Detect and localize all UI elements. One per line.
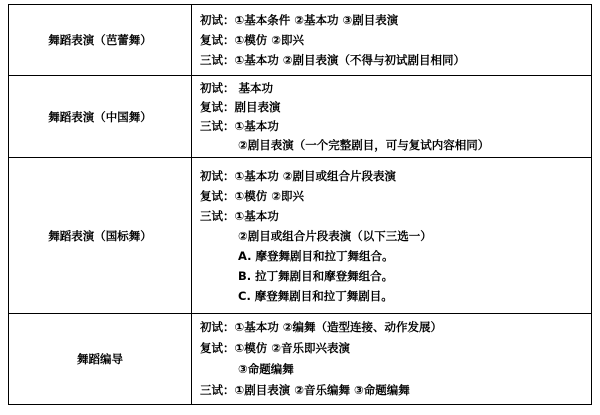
requirements-cell bbox=[192, 5, 592, 76]
requirement-line: 初试： 基本功 bbox=[200, 80, 274, 95]
major-name: 舞蹈表演（国标舞） bbox=[48, 228, 152, 243]
requirement-line: 三试：①剧目表演 ②音乐编舞 ③命题编舞 bbox=[200, 383, 410, 397]
requirements-cell bbox=[192, 314, 592, 405]
major-name-cell bbox=[9, 5, 192, 76]
requirements-cell bbox=[192, 76, 592, 158]
requirement-line: 复试：①模仿 ②即兴 bbox=[200, 188, 304, 203]
major-name: 舞蹈表演（芭蕾舞） bbox=[48, 33, 152, 47]
requirement-line: ②剧目或组合片段表演（以下三选一） bbox=[238, 228, 432, 243]
requirements-cell bbox=[192, 158, 592, 314]
requirement-line: 三试：①基本功 bbox=[200, 118, 279, 133]
requirement-line: C. 摩登舞剧目和拉丁舞剧目。 bbox=[238, 288, 393, 303]
major-name: 舞蹈表演（中国舞） bbox=[48, 109, 152, 124]
major-name-cell bbox=[9, 158, 192, 314]
table-row-ballroom bbox=[9, 158, 592, 314]
major-name: 舞蹈编导 bbox=[77, 352, 123, 366]
requirement-line: 复试：①模仿 ②即兴 bbox=[200, 33, 304, 47]
major-name-cell bbox=[9, 314, 192, 405]
requirement-line: ②剧目表演（一个完整剧目，可与复试内容相同） bbox=[238, 137, 490, 152]
table-row-ballet bbox=[9, 5, 592, 76]
requirement-line: ③命题编舞 bbox=[238, 362, 294, 376]
requirement-line: 三试：①基本功 ②剧目表演（不得与初试剧目相同） bbox=[200, 53, 465, 67]
requirement-line: 初试：①基本功 ②编舞（造型连接、动作发展） bbox=[200, 320, 442, 334]
requirement-line: 三试：①基本功 bbox=[200, 208, 279, 223]
requirement-line: 复试：剧目表演 bbox=[200, 99, 281, 114]
requirement-line: A. 摩登舞剧目和拉丁舞组合。 bbox=[238, 248, 394, 263]
requirement-line: 初试：①基本条件 ②基本功 ③剧目表演 bbox=[200, 13, 399, 27]
requirement-line: 初试：①基本功 ②剧目或组合片段表演 bbox=[200, 168, 396, 183]
exam-requirements-table bbox=[8, 4, 592, 405]
requirement-line: B. 拉丁舞剧目和摩登舞组合。 bbox=[238, 268, 394, 283]
major-name-cell bbox=[9, 76, 192, 158]
table-row-choreography bbox=[9, 314, 592, 405]
table-row-chinese-dance bbox=[9, 76, 592, 158]
requirement-line: 复试：①模仿 ②音乐即兴表演 bbox=[200, 341, 350, 355]
